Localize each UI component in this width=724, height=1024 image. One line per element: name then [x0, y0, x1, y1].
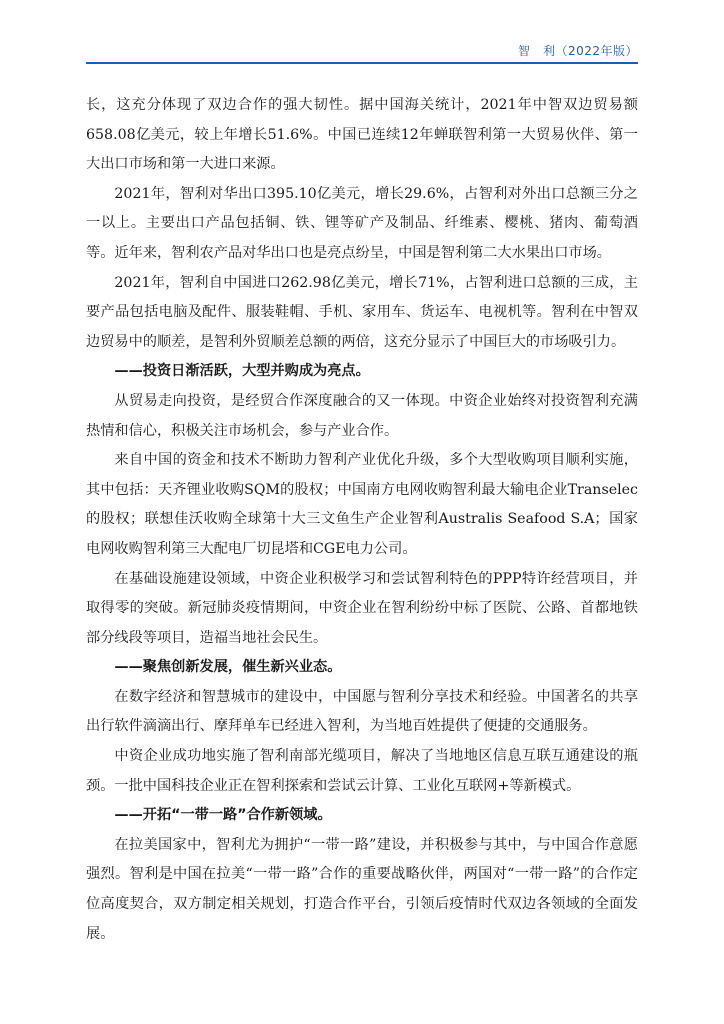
paragraph-9: 在拉美国家中，智利尤为拥护“一带一路”建设，并积极参与其中，与中国合作意愿强烈。智利是中国在拉美“一带一路”合作的重要战略伙伴，两国对“一带一路”的合作定位高度契合，双方制定相关规划，打造合作平台，引领后疫情时代双边各领域的全面发展。: [86, 836, 638, 942]
paragraph-4: 从贸易走向投资，是经贸合作深度融合的又一体现。中资企业始终对投资智利充满热情和信心，积极关注市场机会，参与产业合作。: [86, 392, 638, 439]
section-heading-belt-road: ——开拓“一带一路”合作新领域。: [114, 807, 332, 824]
page-header: [86, 40, 638, 64]
paragraph-2: 2021年，智利对华出口395.10亿美元，增长29.6%，占智利对外出口总额三分之一以上。主要出口产品包括铜、铁、锂等矿产及制品、纤维素、樱桃、猪肉、葡萄酒等。近年来，智利农产品对华出口也是亮点纷呈，中国是智利第二大水果出口市场。: [86, 185, 638, 261]
paragraph-1: 长，这充分体现了双边合作的强大韧性。据中国海关统计，2021年中智双边贸易额658.08亿美元，较上年增长51.6%。中国已连续12年蝉联智利第一大贸易伙伴、第一大出口市场和第一大进口来源。: [86, 97, 638, 173]
paragraph-6: 在基础设施建设领域，中资企业积极学习和尝试智利特色的PPP特许经营项目，并取得零的突破。新冠肺炎疫情期间，中资企业在智利纷纷中标了医院、公路、首都地铁部分线段等项目，造福当地社会民生。: [86, 570, 638, 646]
header-title: 智 利（2022年版）: [517, 44, 638, 58]
paragraph-8: 中资企业成功地实施了智利南部光缆项目，解决了当地地区信息互联互通建设的瓶颈。一批中国科技企业正在智利探索和尝试云计算、工业化互联网+等新模式。: [86, 748, 638, 794]
paragraph-3: 2021年，智利自中国进口262.98亿美元，增长71%，占智利进口总额的三成，主要产品包括电脑及配件、服装鞋帽、手机、家用车、货运车、电视机等。智利在中智双边贸易中的顺差，是智利外贸顺差总额的两倍，这充分显示了中国巨大的市场吸引力。: [86, 274, 638, 350]
section-heading-investment: ——投资日渐活跃，大型并购成为亮点。: [114, 363, 370, 380]
paragraph-7: 在数字经济和智慧城市的建设中，中国愿与智利分享技术和经验。中国著名的共享出行软件滴滴出行、摩拜单车已经进入智利，为当地百姓提供了便捷的交通服务。: [86, 688, 638, 735]
section-heading-innovation: ——聚焦创新发展，催生新兴业态。: [114, 659, 342, 676]
document-body: [86, 91, 638, 949]
paragraph-5: 来自中国的资金和技术不断助力智利产业优化升级，多个大型收购项目顺利实施，其中包括：天齐锂业收购SQM的股权；中国南方电网收购智利最大输电企业Transelec的股权；联想佳沃收购全球第十大三文鱼生产企业智利Australis Seafood S.A；国家电网收购智利第三大配电厂切昆塔和CGE电力公司。: [86, 452, 638, 557]
